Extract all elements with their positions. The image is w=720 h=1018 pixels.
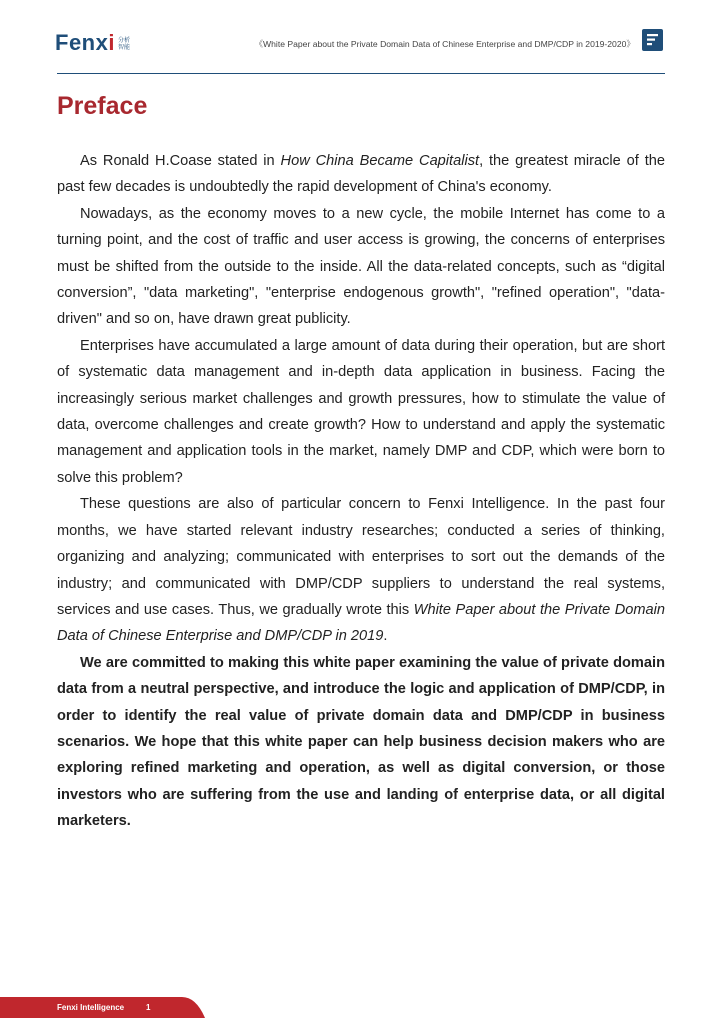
paragraph-1	[57, 148, 665, 201]
logo-wordmark	[55, 32, 115, 54]
paragraph-5-commitment: We are committed to making this white paper examining the value of private domain data from a neutral perspective, and introduce the logic and application of DMP/CDP, in order to identify the real value of private domain data and DMP/CDP in business scenarios. We hope that this white paper can help business decision makers who are exploring refined marketing and operation, as well as digital conversion, or those investors who are suffering from the use and landing of enterprise data, or all digital marketers.	[57, 654, 665, 830]
logo-subtext	[118, 38, 130, 52]
header-divider	[57, 73, 665, 74]
page-title: Preface	[57, 92, 148, 120]
footer-brand: Fenxi Intelligence	[57, 1003, 125, 1012]
preface-body	[57, 148, 665, 835]
paragraph-2: Nowadays, as the economy moves to a new cycle, the mobile Internet has come to a turning point, and the cost of traffic and user access is growing, the concerns of enterprises must be shifted from the outside to the inside. All the data-related concepts, such as “digital conversion”, "data marketing", "enterprise endogenous growth", "refined operation", "data-driven" and so on, have drawn great publicity.	[57, 205, 665, 328]
page-number: 1	[146, 1003, 151, 1012]
document-icon	[642, 29, 663, 51]
logo-wordmark-main: Fenx	[55, 30, 109, 55]
white-paper-title: White Paper about the Private Domain Data of Chinese Enterprise and DMP/CDP in 2019	[57, 601, 665, 645]
paragraph-4	[57, 491, 665, 649]
paragraph-4-text-b: .	[383, 628, 388, 645]
logo-subtext-line-1: 分析	[117, 38, 130, 44]
logo-wordmark-i: i	[108, 30, 115, 55]
logo-subtext-line-2: 智能	[117, 45, 130, 51]
paragraph-1-text-b: , the greatest miracle of the past few decades is undoubtedly the rapid development of China's economy.	[57, 153, 665, 196]
document-running-title: 《White Paper about the Private Domain Data of Chinese Enterprise and DMP/CDP in 2019-2020》	[254, 39, 635, 49]
paragraph-3: Enterprises have accumulated a large amount of data during their operation, but are short of systematic data management and in-depth data application in business. Facing the increasingly serious market challenges and growth pressures, how to stimulate the value of data, overcome challenges and create growth? How to understand and apply the systematic management and application tools in the market, namely DMP and CDP, which were born to solve this problem?	[57, 337, 665, 486]
book-title: How China Became Capitalist	[280, 153, 480, 169]
paragraph-1-text-a: As Ronald H.Coase stated in	[80, 153, 281, 169]
fenxi-logo	[55, 28, 130, 54]
paragraph-4-text-a: These questions are also of particular concern to Fenxi Intelligence. In the past four months, we have started relevant industry researches; conducted a series of thinking, organizing and analyzing; communicated with enterprises to sort out the demands of the industry; and communicated with DMP/CDP suppliers to understand the real systems, services and use cases. Thus, we gradually wrote this	[57, 496, 665, 618]
